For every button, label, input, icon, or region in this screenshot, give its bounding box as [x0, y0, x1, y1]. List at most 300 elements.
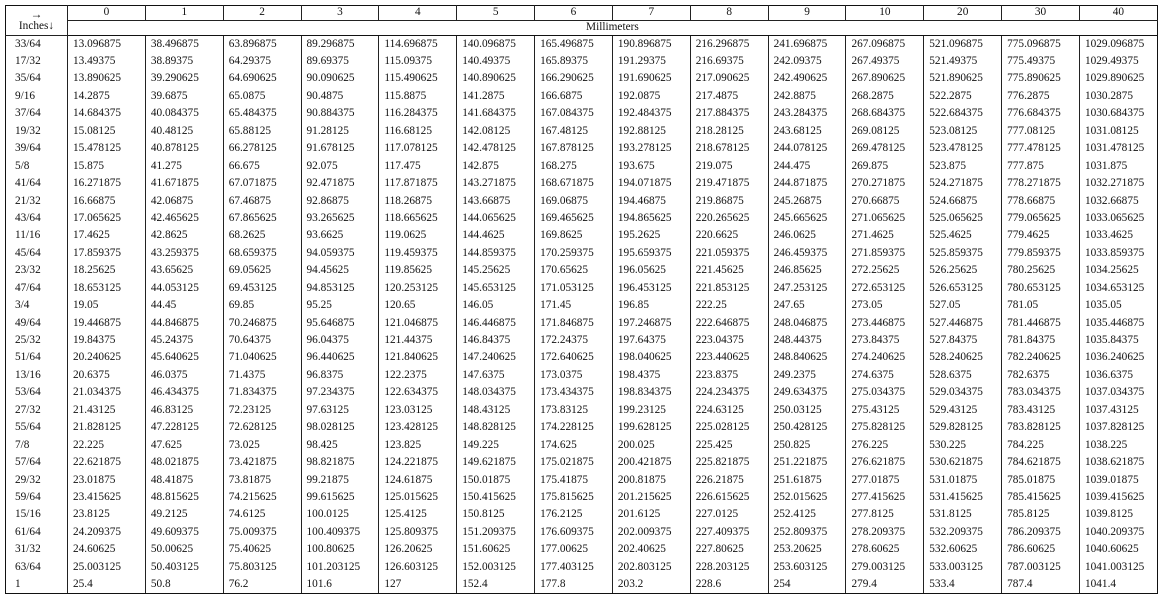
mm-value-cell: 267.096875 [846, 36, 924, 53]
mm-value-cell: 1040.60625 [1079, 541, 1157, 558]
mm-value-cell: 1032.66875 [1079, 192, 1157, 209]
mm-value-cell: 1038.225 [1079, 437, 1157, 454]
mm-value-cell: 21.828125 [68, 419, 146, 436]
mm-value-cell: 775.49375 [1002, 53, 1080, 70]
mm-value-cell: 89.296875 [301, 36, 379, 53]
mm-value-cell: 117.078125 [379, 140, 457, 157]
mm-value-cell: 169.06875 [535, 192, 613, 209]
mm-value-cell: 38.496875 [145, 36, 223, 53]
mm-value-cell: 125.015625 [379, 489, 457, 506]
mm-value-cell: 220.6625 [690, 227, 768, 244]
mm-value-cell: 93.6625 [301, 227, 379, 244]
mm-value-cell: 1035.446875 [1079, 315, 1157, 332]
mm-value-cell: 243.68125 [768, 123, 846, 140]
mm-value-cell: 244.871875 [768, 175, 846, 192]
mm-value-cell: 176.2125 [535, 506, 613, 523]
mm-value-cell: 776.684375 [1002, 105, 1080, 122]
inch-value-cell: 23/32 [6, 262, 68, 279]
mm-value-cell: 97.234375 [301, 384, 379, 401]
mm-value-cell: 146.446875 [457, 315, 535, 332]
mm-value-cell: 17.4625 [68, 227, 146, 244]
column-header: 20 [924, 6, 1002, 21]
mm-value-cell: 14.684375 [68, 105, 146, 122]
table-row [6, 88, 1158, 105]
mm-value-cell: 92.86875 [301, 192, 379, 209]
mm-value-cell: 200.81875 [612, 471, 690, 488]
mm-value-cell: 17.065625 [68, 210, 146, 227]
mm-value-cell: 115.8875 [379, 88, 457, 105]
mm-value-cell: 786.60625 [1002, 541, 1080, 558]
mm-value-cell: 776.2875 [1002, 88, 1080, 105]
mm-value-cell: 115.09375 [379, 53, 457, 70]
mm-value-cell: 76.2 [223, 576, 301, 593]
mm-value-cell: 1029.890625 [1079, 70, 1157, 87]
corner-header [6, 6, 68, 36]
mm-value-cell: 119.85625 [379, 262, 457, 279]
inch-value-cell: 55/64 [6, 419, 68, 436]
mm-value-cell: 122.2375 [379, 367, 457, 384]
table-row [6, 297, 1158, 314]
inch-value-cell: 21/32 [6, 192, 68, 209]
table-row [6, 210, 1158, 227]
mm-value-cell: 41.275 [145, 158, 223, 175]
mm-value-cell: 274.6375 [846, 367, 924, 384]
mm-value-cell: 778.66875 [1002, 192, 1080, 209]
mm-value-cell: 144.065625 [457, 210, 535, 227]
mm-value-cell: 276.621875 [846, 454, 924, 471]
mm-value-cell: 1029.49375 [1079, 53, 1157, 70]
inch-value-cell: 1 [6, 576, 68, 593]
mm-value-cell: 202.40625 [612, 541, 690, 558]
mm-value-cell: 271.859375 [846, 245, 924, 262]
mm-value-cell: 172.24375 [535, 332, 613, 349]
mm-value-cell: 783.828125 [1002, 419, 1080, 436]
mm-value-cell: 175.41875 [535, 471, 613, 488]
mm-value-cell: 221.45625 [690, 262, 768, 279]
mm-value-cell: 21.034375 [68, 384, 146, 401]
mm-value-cell: 127 [379, 576, 457, 593]
mm-value-cell: 1030.684375 [1079, 105, 1157, 122]
mm-value-cell: 777.08125 [1002, 123, 1080, 140]
mm-value-cell: 142.08125 [457, 123, 535, 140]
mm-value-cell: 524.271875 [924, 175, 1002, 192]
mm-value-cell: 18.25625 [68, 262, 146, 279]
mm-value-cell: 38.89375 [145, 53, 223, 70]
mm-value-cell: 252.015625 [768, 489, 846, 506]
mm-value-cell: 152.4 [457, 576, 535, 593]
mm-value-cell: 16.66875 [68, 192, 146, 209]
mm-value-cell: 244.475 [768, 158, 846, 175]
mm-value-cell: 522.2875 [924, 88, 1002, 105]
mm-value-cell: 252.809375 [768, 524, 846, 541]
mm-value-cell: 23.8125 [68, 506, 146, 523]
mm-value-cell: 245.26875 [768, 192, 846, 209]
mm-value-cell: 273.05 [846, 297, 924, 314]
mm-value-cell: 529.828125 [924, 419, 1002, 436]
mm-value-cell: 171.846875 [535, 315, 613, 332]
column-header: 8 [690, 6, 768, 21]
mm-value-cell: 248.44375 [768, 332, 846, 349]
mm-value-cell: 169.8625 [535, 227, 613, 244]
mm-value-cell: 118.665625 [379, 210, 457, 227]
mm-value-cell: 96.04375 [301, 332, 379, 349]
mm-value-cell: 531.8125 [924, 506, 1002, 523]
mm-value-cell: 531.01875 [924, 471, 1002, 488]
mm-value-cell: 275.034375 [846, 384, 924, 401]
mm-value-cell: 1036.6375 [1079, 367, 1157, 384]
mm-value-cell: 222.646875 [690, 315, 768, 332]
mm-value-cell: 218.28125 [690, 123, 768, 140]
mm-value-cell: 177.403125 [535, 559, 613, 576]
mm-value-cell: 170.259375 [535, 245, 613, 262]
mm-value-cell: 523.875 [924, 158, 1002, 175]
mm-value-cell: 278.209375 [846, 524, 924, 541]
mm-value-cell: 268.684375 [846, 105, 924, 122]
table-row [6, 419, 1158, 436]
mm-value-cell: 782.240625 [1002, 349, 1080, 366]
mm-value-cell: 1036.240625 [1079, 349, 1157, 366]
mm-value-cell: 1037.828125 [1079, 419, 1157, 436]
inch-value-cell: 17/32 [6, 53, 68, 70]
mm-value-cell: 219.86875 [690, 192, 768, 209]
mm-value-cell: 249.634375 [768, 384, 846, 401]
inch-value-cell: 15/16 [6, 506, 68, 523]
mm-value-cell: 165.89375 [535, 53, 613, 70]
mm-value-cell: 40.084375 [145, 105, 223, 122]
mm-value-cell: 219.075 [690, 158, 768, 175]
mm-value-cell: 74.215625 [223, 489, 301, 506]
mm-value-cell: 224.63125 [690, 402, 768, 419]
mm-value-cell: 43.65625 [145, 262, 223, 279]
mm-value-cell: 780.653125 [1002, 280, 1080, 297]
mm-value-cell: 175.815625 [535, 489, 613, 506]
mm-value-cell: 175.021875 [535, 454, 613, 471]
mm-value-cell: 222.25 [690, 297, 768, 314]
mm-value-cell: 779.065625 [1002, 210, 1080, 227]
mm-value-cell: 46.0375 [145, 367, 223, 384]
mm-value-cell: 140.096875 [457, 36, 535, 53]
table-row [6, 541, 1158, 558]
mm-value-cell: 145.25625 [457, 262, 535, 279]
mm-value-cell: 220.265625 [690, 210, 768, 227]
mm-value-cell: 787.4 [1002, 576, 1080, 593]
column-header: 0 [68, 6, 146, 21]
mm-value-cell: 246.0625 [768, 227, 846, 244]
table-row [6, 367, 1158, 384]
mm-value-cell: 49.2125 [145, 506, 223, 523]
mm-value-cell: 99.615625 [301, 489, 379, 506]
mm-value-cell: 14.2875 [68, 88, 146, 105]
mm-value-cell: 143.66875 [457, 192, 535, 209]
mm-value-cell: 197.246875 [612, 315, 690, 332]
mm-value-cell: 272.653125 [846, 280, 924, 297]
mm-value-cell: 279.003125 [846, 559, 924, 576]
mm-value-cell: 13.49375 [68, 53, 146, 70]
mm-value-cell: 277.415625 [846, 489, 924, 506]
mm-value-cell: 779.859375 [1002, 245, 1080, 262]
mm-value-cell: 202.803125 [612, 559, 690, 576]
mm-value-cell: 529.43125 [924, 402, 1002, 419]
mm-value-cell: 781.84375 [1002, 332, 1080, 349]
mm-value-cell: 48.815625 [145, 489, 223, 506]
mm-value-cell: 96.440625 [301, 349, 379, 366]
mm-value-cell: 195.2625 [612, 227, 690, 244]
mm-value-cell: 120.253125 [379, 280, 457, 297]
mm-value-cell: 242.8875 [768, 88, 846, 105]
mm-value-cell: 250.825 [768, 437, 846, 454]
mm-value-cell: 223.04375 [690, 332, 768, 349]
mm-value-cell: 525.4625 [924, 227, 1002, 244]
mm-value-cell: 91.28125 [301, 123, 379, 140]
mm-value-cell: 532.209375 [924, 524, 1002, 541]
mm-value-cell: 74.6125 [223, 506, 301, 523]
mm-value-cell: 775.096875 [1002, 36, 1080, 53]
mm-value-cell: 75.40625 [223, 541, 301, 558]
mm-value-cell: 527.446875 [924, 315, 1002, 332]
mm-value-cell: 91.678125 [301, 140, 379, 157]
inch-value-cell: 41/64 [6, 175, 68, 192]
mm-value-cell: 21.43125 [68, 402, 146, 419]
inch-value-cell: 59/64 [6, 489, 68, 506]
mm-value-cell: 784.621875 [1002, 454, 1080, 471]
mm-value-cell: 148.43125 [457, 402, 535, 419]
mm-value-cell: 252.4125 [768, 506, 846, 523]
mm-value-cell: 271.065625 [846, 210, 924, 227]
mm-value-cell: 251.221875 [768, 454, 846, 471]
mm-value-cell: 193.278125 [612, 140, 690, 157]
mm-value-cell: 174.228125 [535, 419, 613, 436]
mm-value-cell: 783.034375 [1002, 384, 1080, 401]
mm-value-cell: 142.478125 [457, 140, 535, 157]
mm-value-cell: 1038.621875 [1079, 454, 1157, 471]
mm-value-cell: 192.484375 [612, 105, 690, 122]
mm-value-cell: 141.684375 [457, 105, 535, 122]
mm-value-cell: 267.890625 [846, 70, 924, 87]
mm-value-cell: 173.0375 [535, 367, 613, 384]
mm-value-cell: 275.43125 [846, 402, 924, 419]
mm-value-cell: 225.821875 [690, 454, 768, 471]
mm-value-cell: 167.48125 [535, 123, 613, 140]
mm-value-cell: 1031.478125 [1079, 140, 1157, 157]
mm-value-cell: 19.84375 [68, 332, 146, 349]
table-body [6, 36, 1158, 594]
mm-value-cell: 1030.2875 [1079, 88, 1157, 105]
inch-mm-conversion-table [5, 5, 1158, 594]
mm-value-cell: 124.61875 [379, 471, 457, 488]
mm-value-cell: 69.05625 [223, 262, 301, 279]
mm-value-cell: 228.203125 [690, 559, 768, 576]
mm-value-cell: 71.040625 [223, 349, 301, 366]
mm-value-cell: 101.203125 [301, 559, 379, 576]
mm-value-cell: 267.49375 [846, 53, 924, 70]
mm-value-cell: 47.228125 [145, 419, 223, 436]
inch-value-cell: 9/16 [6, 88, 68, 105]
mm-value-cell: 195.659375 [612, 245, 690, 262]
mm-value-cell: 92.075 [301, 158, 379, 175]
mm-value-cell: 176.609375 [535, 524, 613, 541]
mm-value-cell: 121.840625 [379, 349, 457, 366]
mm-value-cell: 23.415625 [68, 489, 146, 506]
mm-value-cell: 123.428125 [379, 419, 457, 436]
mm-value-cell: 171.053125 [535, 280, 613, 297]
mm-value-cell: 63.896875 [223, 36, 301, 53]
mm-value-cell: 100.0125 [301, 506, 379, 523]
inch-value-cell: 39/64 [6, 140, 68, 157]
column-header: 5 [457, 6, 535, 21]
mm-value-cell: 72.23125 [223, 402, 301, 419]
inches-label: Inches↓ [18, 20, 55, 32]
unit-header-row [6, 21, 1158, 36]
mm-value-cell: 141.2875 [457, 88, 535, 105]
mm-value-cell: 784.225 [1002, 437, 1080, 454]
mm-value-cell: 196.453125 [612, 280, 690, 297]
inch-value-cell: 11/16 [6, 227, 68, 244]
mm-value-cell: 67.46875 [223, 192, 301, 209]
mm-value-cell: 75.009375 [223, 524, 301, 541]
column-header: 1 [145, 6, 223, 21]
mm-value-cell: 146.05 [457, 297, 535, 314]
mm-value-cell: 68.659375 [223, 245, 301, 262]
mm-value-cell: 779.4625 [1002, 227, 1080, 244]
mm-value-cell: 19.446875 [68, 315, 146, 332]
mm-value-cell: 247.65 [768, 297, 846, 314]
mm-value-cell: 194.071875 [612, 175, 690, 192]
mm-value-cell: 151.60625 [457, 541, 535, 558]
table-row [6, 36, 1158, 53]
mm-value-cell: 249.2375 [768, 367, 846, 384]
mm-value-cell: 99.21875 [301, 471, 379, 488]
mm-value-cell: 90.4875 [301, 88, 379, 105]
mm-value-cell: 90.090625 [301, 70, 379, 87]
mm-value-cell: 1035.05 [1079, 297, 1157, 314]
mm-value-cell: 168.275 [535, 158, 613, 175]
table-row [6, 332, 1158, 349]
mm-value-cell: 528.6375 [924, 367, 1002, 384]
mm-value-cell: 94.853125 [301, 280, 379, 297]
mm-value-cell: 192.0875 [612, 88, 690, 105]
mm-value-cell: 15.875 [68, 158, 146, 175]
mm-value-cell: 22.621875 [68, 454, 146, 471]
mm-value-cell: 221.853125 [690, 280, 768, 297]
mm-value-cell: 533.4 [924, 576, 1002, 593]
mm-value-cell: 781.446875 [1002, 315, 1080, 332]
mm-value-cell: 243.284375 [768, 105, 846, 122]
mm-value-cell: 196.05625 [612, 262, 690, 279]
mm-value-cell: 780.25625 [1002, 262, 1080, 279]
mm-value-cell: 245.665625 [768, 210, 846, 227]
mm-value-cell: 17.859375 [68, 245, 146, 262]
mm-value-cell: 65.88125 [223, 123, 301, 140]
mm-value-cell: 521.890625 [924, 70, 1002, 87]
inch-value-cell: 27/32 [6, 402, 68, 419]
mm-value-cell: 50.8 [145, 576, 223, 593]
mm-value-cell: 172.640625 [535, 349, 613, 366]
mm-value-cell: 219.471875 [690, 175, 768, 192]
mm-value-cell: 781.05 [1002, 297, 1080, 314]
mm-value-cell: 1029.096875 [1079, 36, 1157, 53]
inch-value-cell: 43/64 [6, 210, 68, 227]
mm-value-cell: 149.621875 [457, 454, 535, 471]
inch-value-cell: 35/64 [6, 70, 68, 87]
inch-value-cell: 5/8 [6, 158, 68, 175]
mm-value-cell: 97.63125 [301, 402, 379, 419]
mm-value-cell: 98.821875 [301, 454, 379, 471]
mm-value-cell: 1034.653125 [1079, 280, 1157, 297]
mm-value-cell: 526.25625 [924, 262, 1002, 279]
mm-value-cell: 45.640625 [145, 349, 223, 366]
mm-value-cell: 48.41875 [145, 471, 223, 488]
mm-value-cell: 201.215625 [612, 489, 690, 506]
mm-value-cell: 46.83125 [145, 402, 223, 419]
mm-value-cell: 42.8625 [145, 227, 223, 244]
mm-value-cell: 92.471875 [301, 175, 379, 192]
mm-value-cell: 521.49375 [924, 53, 1002, 70]
mm-value-cell: 531.415625 [924, 489, 1002, 506]
mm-value-cell: 117.871875 [379, 175, 457, 192]
inch-value-cell: 7/8 [6, 437, 68, 454]
mm-value-cell: 246.459375 [768, 245, 846, 262]
mm-value-cell: 270.271875 [846, 175, 924, 192]
inch-value-cell: 37/64 [6, 105, 68, 122]
table-row [6, 315, 1158, 332]
mm-value-cell: 48.021875 [145, 454, 223, 471]
mm-value-cell: 197.64375 [612, 332, 690, 349]
mm-value-cell: 527.05 [924, 297, 1002, 314]
mm-value-cell: 39.290625 [145, 70, 223, 87]
mm-value-cell: 67.071875 [223, 175, 301, 192]
mm-value-cell: 24.60625 [68, 541, 146, 558]
mm-value-cell: 527.84375 [924, 332, 1002, 349]
table-row [6, 227, 1158, 244]
mm-value-cell: 177.00625 [535, 541, 613, 558]
mm-value-cell: 100.80625 [301, 541, 379, 558]
mm-value-cell: 216.69375 [690, 53, 768, 70]
mm-value-cell: 95.646875 [301, 315, 379, 332]
mm-value-cell: 529.034375 [924, 384, 1002, 401]
mm-value-cell: 1041.4 [1079, 576, 1157, 593]
column-header: 6 [535, 6, 613, 21]
mm-value-cell: 251.61875 [768, 471, 846, 488]
mm-value-cell: 66.675 [223, 158, 301, 175]
mm-value-cell: 44.45 [145, 297, 223, 314]
mm-value-cell: 150.415625 [457, 489, 535, 506]
mm-value-cell: 41.671875 [145, 175, 223, 192]
mm-value-cell: 40.878125 [145, 140, 223, 157]
mm-value-cell: 171.45 [535, 297, 613, 314]
mm-value-cell: 126.603125 [379, 559, 457, 576]
column-header: 30 [1002, 6, 1080, 21]
mm-value-cell: 192.88125 [612, 123, 690, 140]
mm-value-cell: 228.6 [690, 576, 768, 593]
mm-value-cell: 247.253125 [768, 280, 846, 297]
mm-value-cell: 125.809375 [379, 524, 457, 541]
mm-value-cell: 248.046875 [768, 315, 846, 332]
mm-value-cell: 227.80625 [690, 541, 768, 558]
inch-value-cell: 61/64 [6, 524, 68, 541]
mm-value-cell: 200.025 [612, 437, 690, 454]
mm-value-cell: 100.409375 [301, 524, 379, 541]
mm-value-cell: 124.221875 [379, 454, 457, 471]
mm-value-cell: 198.834375 [612, 384, 690, 401]
mm-value-cell: 217.884375 [690, 105, 768, 122]
mm-value-cell: 273.446875 [846, 315, 924, 332]
mm-value-cell: 787.003125 [1002, 559, 1080, 576]
mm-value-cell: 117.475 [379, 158, 457, 175]
mm-value-cell: 46.434375 [145, 384, 223, 401]
inch-value-cell: 49/64 [6, 315, 68, 332]
mm-value-cell: 142.875 [457, 158, 535, 175]
mm-value-cell: 148.034375 [457, 384, 535, 401]
